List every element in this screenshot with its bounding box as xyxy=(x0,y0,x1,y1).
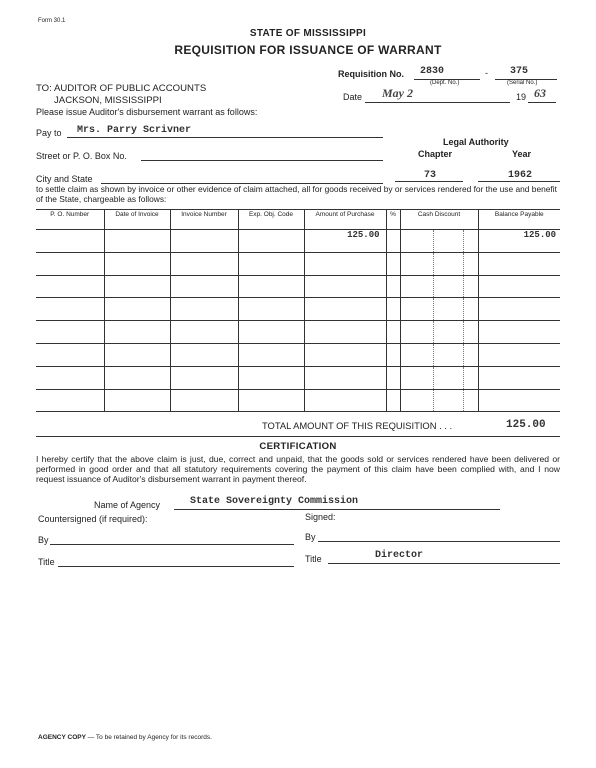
agency-value[interactable]: State Sovereignty Commission xyxy=(190,496,359,507)
table-cell[interactable] xyxy=(170,275,238,298)
table-cell[interactable] xyxy=(463,343,478,366)
table-cell[interactable] xyxy=(433,298,463,321)
table-row xyxy=(36,321,560,344)
balance-cell[interactable] xyxy=(478,252,560,275)
table-row xyxy=(36,230,560,253)
balance-cell[interactable]: 125.00 xyxy=(478,230,560,253)
form-title: REQUISITION FOR ISSUANCE OF WARRANT xyxy=(174,43,442,57)
by-line-left[interactable] xyxy=(50,544,294,545)
table-cell[interactable] xyxy=(386,298,400,321)
balance-cell[interactable] xyxy=(478,321,560,344)
table-cell[interactable] xyxy=(400,343,433,366)
table-cell[interactable] xyxy=(238,321,304,344)
table-cell[interactable] xyxy=(386,343,400,366)
total-label: TOTAL AMOUNT OF THIS REQUISITION . . . xyxy=(262,420,453,431)
table-cell[interactable] xyxy=(104,230,170,253)
table-cell[interactable] xyxy=(433,230,463,253)
table-cell[interactable] xyxy=(104,343,170,366)
by-label-left: By xyxy=(38,535,49,545)
table-cell[interactable] xyxy=(386,321,400,344)
table-cell[interactable] xyxy=(400,321,433,344)
table-row xyxy=(36,389,560,412)
certification-text: I hereby certify that the above claim is just, due, correct and unpaid, that the goods sold or services rendered have been delivered or performed in good order and that all statutory requirements covering the payment of this claim have been complied with, and I now request issuance of Auditor's disbursement warrant in payment thereof. xyxy=(36,454,560,484)
table-cell[interactable] xyxy=(463,321,478,344)
table-cell[interactable] xyxy=(36,321,104,344)
amount-cell[interactable] xyxy=(304,275,386,298)
amount-cell[interactable] xyxy=(304,389,386,412)
table-cell[interactable] xyxy=(386,230,400,253)
instruction-text: Please issue Auditor's disbursement warrant as follows: xyxy=(36,107,258,117)
amount-cell[interactable] xyxy=(304,343,386,366)
items-table xyxy=(36,209,560,412)
balance-cell[interactable] xyxy=(478,298,560,321)
table-cell[interactable] xyxy=(36,389,104,412)
title-label-right: Title xyxy=(305,554,322,564)
table-cell[interactable] xyxy=(433,366,463,389)
agency-copy-label: AGENCY COPY xyxy=(38,734,86,741)
table-cell[interactable] xyxy=(433,275,463,298)
table-cell[interactable] xyxy=(238,275,304,298)
header-exp-obj-code: Exp. Obj. Code xyxy=(238,210,304,230)
table-cell[interactable] xyxy=(463,298,478,321)
header-percent: % xyxy=(386,210,400,230)
table-cell[interactable] xyxy=(400,252,433,275)
claim-text: to settle claim as shown by invoice or other evidence of claim attached, all for goods received by or services rendered for the use and benefit of the State, chargeable as follows: xyxy=(36,184,557,204)
table-cell[interactable] xyxy=(400,389,433,412)
table-cell[interactable] xyxy=(400,275,433,298)
total-row xyxy=(36,414,560,437)
table-cell[interactable] xyxy=(400,230,433,253)
table-row xyxy=(36,275,560,298)
street-label: Street or P. O. Box No. xyxy=(36,151,127,161)
table-cell[interactable] xyxy=(36,230,104,253)
table-cell[interactable] xyxy=(463,230,478,253)
chapter-value[interactable]: 73 xyxy=(424,170,437,181)
table-cell[interactable] xyxy=(104,252,170,275)
table-row xyxy=(36,343,560,366)
table-row xyxy=(36,252,560,275)
table-cell[interactable] xyxy=(238,366,304,389)
table-cell[interactable] xyxy=(463,275,478,298)
header-amount-of-purchase: Amount of Purchase xyxy=(304,210,386,230)
dept-no-caption: (Dept. No.) xyxy=(430,80,460,86)
table-cell[interactable] xyxy=(104,389,170,412)
table-cell[interactable] xyxy=(400,366,433,389)
header-invoice-number: Invoice Number xyxy=(170,210,238,230)
table-cell[interactable] xyxy=(104,298,170,321)
table-cell[interactable] xyxy=(170,389,238,412)
balance-cell[interactable] xyxy=(478,343,560,366)
footer-note xyxy=(38,734,212,741)
header-cash-discount: Cash Discount xyxy=(400,210,478,230)
year-value[interactable]: 63 xyxy=(534,86,546,100)
table-cell[interactable] xyxy=(386,389,400,412)
requisition-separator: - xyxy=(485,68,488,78)
header-date-of-invoice: Date of Invoice xyxy=(104,210,170,230)
table-row xyxy=(36,366,560,389)
total-value[interactable]: 125.00 xyxy=(506,419,546,431)
table-cell[interactable] xyxy=(170,298,238,321)
title-value-right[interactable]: Director xyxy=(375,550,424,561)
addressee-line2: JACKSON, MISSISSIPPI xyxy=(54,95,162,106)
amount-cell[interactable]: 125.00 xyxy=(304,230,386,253)
amount-cell[interactable] xyxy=(304,366,386,389)
table-cell[interactable] xyxy=(463,366,478,389)
table-cell[interactable] xyxy=(36,275,104,298)
title-line-left[interactable] xyxy=(58,566,294,567)
countersigned-label: Countersigned (if required): xyxy=(38,514,148,524)
table-cell[interactable] xyxy=(104,366,170,389)
form-number: Form 30.1 xyxy=(38,18,66,24)
table-cell[interactable] xyxy=(238,343,304,366)
table-cell[interactable] xyxy=(238,230,304,253)
year-value-authority[interactable]: 1962 xyxy=(508,170,533,181)
year-label: Year xyxy=(512,149,532,159)
chapter-label: Chapter xyxy=(418,149,453,159)
table-cell[interactable] xyxy=(433,389,463,412)
pay-to-value[interactable]: Mrs. Parry Scrivner xyxy=(77,125,192,136)
serial-no-caption: (Serial No.) xyxy=(507,80,538,86)
table-cell[interactable] xyxy=(386,252,400,275)
requisition-label: Requisition No. xyxy=(338,69,404,79)
legal-authority-heading: Legal Authority xyxy=(443,137,509,147)
header-balance-payable: Balance Payable xyxy=(478,210,560,230)
date-value[interactable]: May 2 xyxy=(382,86,413,100)
signed-label: Signed: xyxy=(305,512,336,522)
amount-cell[interactable] xyxy=(304,321,386,344)
table-cell[interactable] xyxy=(170,321,238,344)
table-cell[interactable] xyxy=(104,275,170,298)
dept-number-value[interactable]: 2830 xyxy=(420,66,445,77)
amount-cell[interactable] xyxy=(304,298,386,321)
amount-cell[interactable] xyxy=(304,252,386,275)
table-cell[interactable] xyxy=(104,321,170,344)
addressee-line1: TO: AUDITOR OF PUBLIC ACCOUNTS xyxy=(36,83,207,94)
table-cell[interactable] xyxy=(238,298,304,321)
by-line-right[interactable] xyxy=(318,541,560,542)
pay-to-label: Pay to xyxy=(36,128,62,138)
table-cell[interactable] xyxy=(238,252,304,275)
table-row xyxy=(36,298,560,321)
by-label-right: By xyxy=(305,532,316,542)
balance-cell[interactable] xyxy=(478,389,560,412)
table-cell[interactable] xyxy=(400,298,433,321)
date-label: Date xyxy=(343,92,363,102)
table-cell[interactable] xyxy=(463,389,478,412)
table-cell[interactable] xyxy=(170,252,238,275)
state-heading: STATE OF MISSISSIPPI xyxy=(249,28,367,39)
table-cell[interactable] xyxy=(36,343,104,366)
table-cell[interactable] xyxy=(386,275,400,298)
city-label: City and State xyxy=(36,174,93,184)
table-cell[interactable] xyxy=(170,230,238,253)
title-label-left: Title xyxy=(38,557,55,567)
table-cell[interactable] xyxy=(36,366,104,389)
table-cell[interactable] xyxy=(238,389,304,412)
table-cell[interactable] xyxy=(433,321,463,344)
agency-label: Name of Agency xyxy=(94,500,161,510)
table-cell[interactable] xyxy=(36,298,104,321)
table-cell[interactable] xyxy=(433,343,463,366)
table-cell[interactable] xyxy=(170,366,238,389)
table-cell[interactable] xyxy=(386,366,400,389)
table-cell[interactable] xyxy=(170,343,238,366)
year-prefix: 19 xyxy=(516,92,527,102)
table-cell[interactable] xyxy=(433,252,463,275)
serial-number-value[interactable]: 375 xyxy=(510,66,529,77)
balance-cell[interactable] xyxy=(478,275,560,298)
balance-cell[interactable] xyxy=(478,366,560,389)
header-po-number: P. O. Number xyxy=(36,210,104,230)
table-cell[interactable] xyxy=(463,252,478,275)
certification-heading: CERTIFICATION xyxy=(259,441,337,452)
agency-copy-note: — To be retained by Agency for its records. xyxy=(87,734,212,741)
table-cell[interactable] xyxy=(36,252,104,275)
